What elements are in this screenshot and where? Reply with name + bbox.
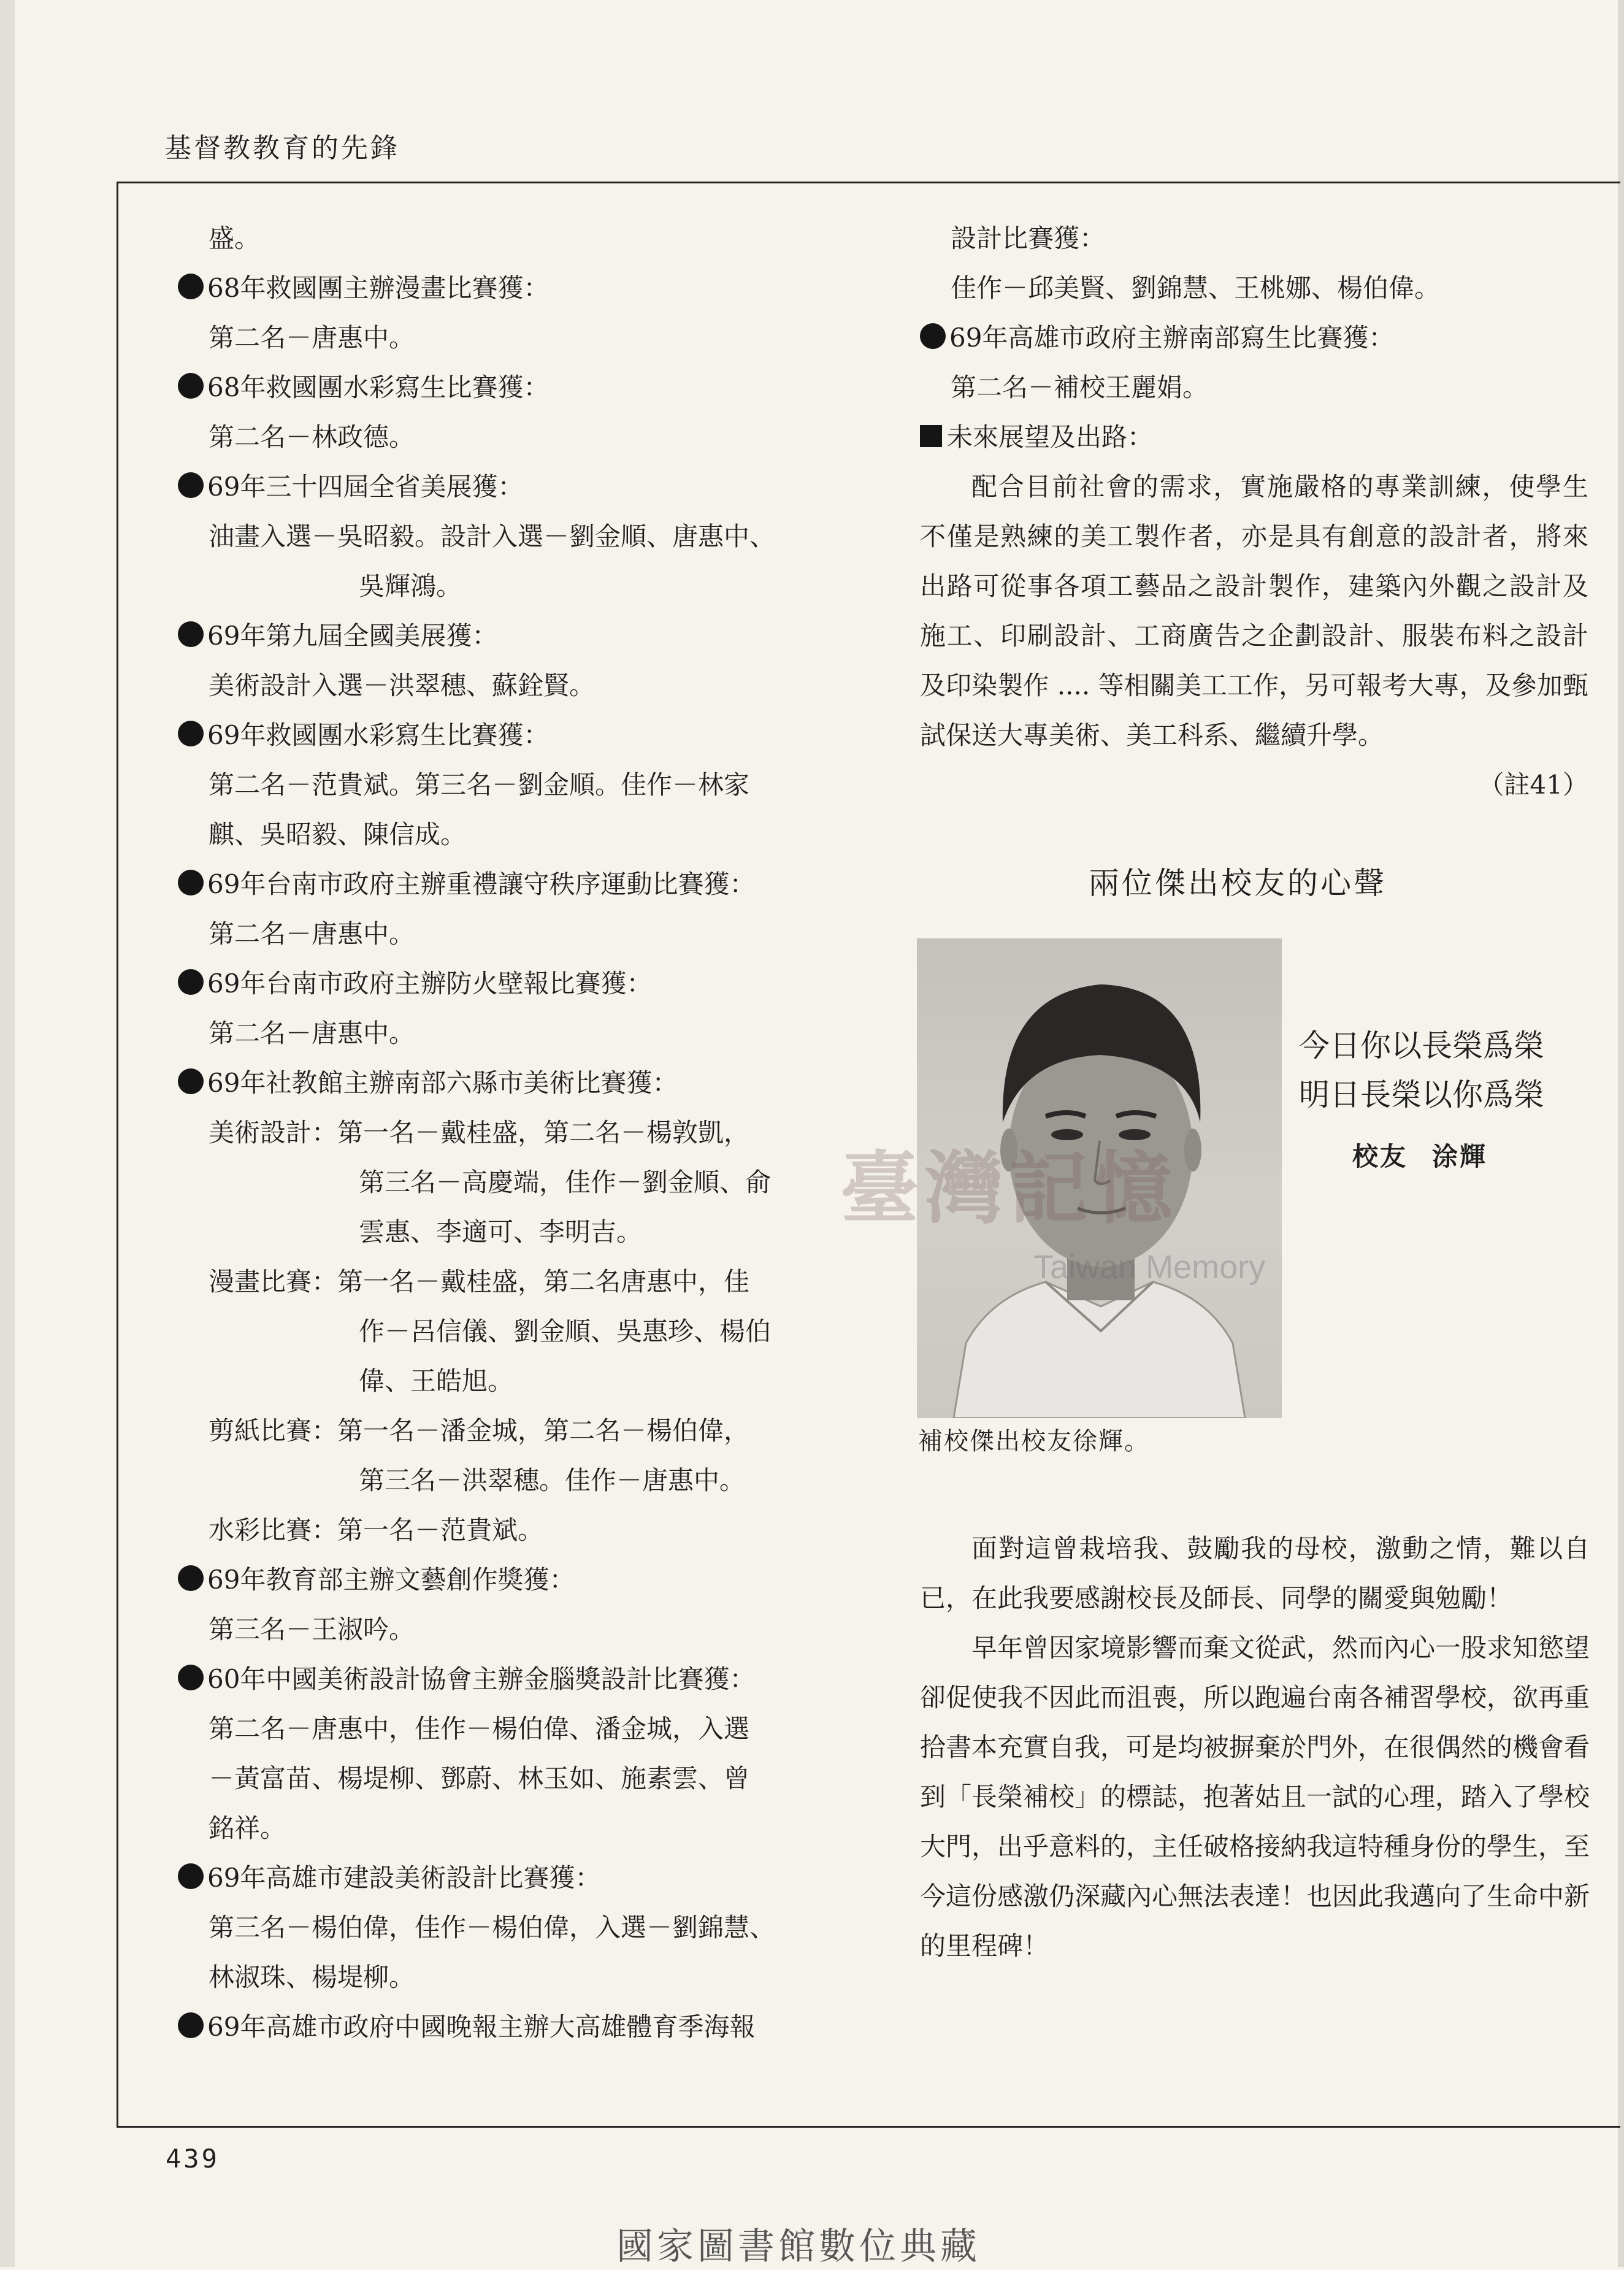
author-label: 校友: [1352, 1141, 1408, 1171]
text-line: 第三名－高慶端，佳作－劉金順、俞: [359, 1167, 772, 1197]
scan-right-edge: [1618, 0, 1624, 2267]
award-item: [178, 611, 852, 661]
bullet-icon: [178, 472, 204, 498]
text-line: 第三名－王淑吟。: [209, 1614, 415, 1644]
section-heading-text: 未來展望及出路：: [947, 422, 1154, 452]
frame-left-rule: [117, 182, 118, 2127]
award-heading: 69年三十四屆全省美展獲：: [207, 472, 524, 502]
alumnus-letter: [920, 1524, 1590, 1971]
author-name: 涂輝: [1432, 1141, 1488, 1171]
running-head: 基督教教育的先鋒: [164, 132, 400, 164]
text-line: 銘祥。: [209, 1813, 286, 1843]
bullet-icon: [178, 870, 204, 895]
text-line: －黃富苗、楊堤柳、鄧蔚、林玉如、施素雲、曾: [209, 1763, 750, 1793]
feature-quote: [1299, 1021, 1544, 1119]
text-line: 林淑珠、楊堤柳。: [209, 1962, 415, 1992]
award-item: [178, 1654, 852, 1704]
text-line: 第二名－范貴斌。第三名－劉金順。佳作－林家: [209, 770, 750, 800]
award-item: [178, 362, 852, 412]
text-line: 第二名－唐惠中。: [209, 919, 415, 949]
text-line: 設計比賽獲：: [951, 223, 1106, 253]
letter-paragraph: 早年曾因家境影響而棄文從武，然而內心一股求知慾望卻促使我不因此而沮喪，所以跑遍台南各補習學校，欲再重拾書本充實自我，可是均被摒棄於門外，在很偶然的機會看到「長榮補校」的標誌，抱著姑且一試的心理，踏入了學校大門，出乎意料的，主任破格接納我這特種身份的學生，至今這份感激仍深藏內心無法表達！也因此我邁向了生命中新的里程碑！: [920, 1633, 1590, 1961]
award-item: [178, 710, 852, 760]
bullet-icon: [178, 1863, 204, 1889]
left-column: [178, 213, 852, 2052]
bullet-icon: [920, 323, 946, 349]
award-item: [178, 2002, 852, 2052]
bullet-icon: [178, 969, 204, 995]
watermark-english: Taiwan Memory: [1033, 1249, 1266, 1286]
bullet-icon: [178, 621, 204, 647]
bullet-icon: [178, 274, 204, 299]
prospects-paragraph: 配合目前社會的需求，實施嚴格的專業訓練，使學生不僅是熟練的美工製作者，亦是具有創意的設計者，將來出路可從事各項工藝品之設計製作，建築內外觀之設計及施工、印刷設計、工商廣告之企劃設計、服裝布料之設計及印染製作 .... 等相關美工工作，另可報考大專，及參加甄試保送大專美術、美工科系、繼續升學。: [920, 472, 1588, 750]
text-line: 第二名－唐惠中，佳作－楊伯偉、潘金城，入選: [209, 1714, 750, 1744]
text-line: 水彩比賽：第一名－范貴斌。: [209, 1515, 544, 1545]
letter-paragraph: 面對這曾栽培我、鼓勵我的母校，激動之情，難以自已，在此我要感謝校長及師長、同學的關愛與勉勵！: [920, 1533, 1590, 1613]
quote-line: 今日你以長榮爲榮: [1299, 1028, 1544, 1064]
frame-top-rule: [117, 182, 1620, 183]
text-line: 美術設計：第一名－戴桂盛，第二名－楊敦凱，: [209, 1118, 750, 1148]
text-line: 第二名－唐惠中。: [209, 1018, 415, 1048]
text-line: 第二名－唐惠中。: [209, 323, 415, 353]
award-item: [178, 1853, 852, 1903]
award-heading: 69年教育部主辦文藝創作獎獲：: [207, 1565, 575, 1595]
bullet-icon: [178, 1068, 204, 1094]
award-heading: 68年救國團主辦漫畫比賽獲：: [207, 273, 550, 303]
award-item: [178, 859, 852, 909]
bullet-icon: [178, 721, 204, 746]
award-heading: 69年高雄市建設美術設計比賽獲：: [207, 1863, 601, 1893]
award-heading: 69年高雄市政府主辦南部寫生比賽獲：: [949, 323, 1395, 353]
library-footer-mark: 國家圖書館數位典藏: [616, 2225, 981, 2268]
award-item: [178, 959, 852, 1008]
frame-bottom-rule: [117, 2126, 1620, 2128]
award-heading: 60年中國美術設計協會主辦金腦獎設計比賽獲：: [207, 1664, 756, 1694]
page-number: 439: [166, 2144, 220, 2174]
scan-left-margin: [0, 0, 15, 2267]
square-bullet-icon: [920, 425, 942, 447]
text-line: 作－呂信儀、劉金順、吳惠珍、楊伯: [359, 1316, 772, 1346]
watermark-chinese: 臺灣記憶: [840, 1143, 1179, 1235]
bullet-icon: [178, 373, 204, 399]
text-line: 第三名－洪翠穗。佳作－唐惠中。: [359, 1465, 746, 1495]
award-heading: 69年社教館主辦南部六縣市美術比賽獲：: [207, 1068, 678, 1098]
text-line: 偉、王皓旭。: [359, 1366, 514, 1396]
bullet-icon: [178, 2012, 204, 2038]
award-item: [178, 1058, 852, 1108]
photo-caption: 補校傑出校友徐輝。: [918, 1427, 1150, 1455]
text-line: 雲惠、李適可、李明吉。: [359, 1217, 643, 1247]
bullet-icon: [178, 1565, 204, 1591]
award-heading: 69年高雄市政府中國晚報主辦大高雄體育季海報: [207, 2012, 756, 2042]
right-column: [920, 213, 1588, 810]
text-line: 美術設計入選－洪翠穗、蘇銓賢。: [209, 670, 596, 700]
text-line: 麒、吳昭毅、陳信成。: [209, 819, 467, 849]
text-line: 第二名－林政德。: [209, 422, 415, 452]
award-heading: 69年第九屆全國美展獲：: [207, 621, 498, 651]
alumnus-portrait-photo: [917, 938, 1282, 1418]
text-line: 第二名－補校王麗娟。: [951, 372, 1209, 402]
award-heading: 69年台南市政府主辦重禮讓守秩序運動比賽獲：: [207, 869, 756, 899]
text-line: 剪紙比賽：第一名－潘金城，第二名－楊伯偉，: [209, 1416, 750, 1446]
text-line: 佳作－邱美賢、劉錦慧、王桃娜、楊伯偉。: [951, 273, 1441, 303]
footnote-reference: （註41）: [1478, 770, 1588, 800]
award-item: [178, 263, 852, 313]
text-line: 吳輝鴻。: [359, 571, 462, 601]
award-item: [178, 1555, 852, 1605]
text-line: 第三名－楊伯偉，佳作－楊伯偉，入選－劉錦慧、: [209, 1912, 776, 1942]
text-line: 油畫入選－吳昭毅。設計入選－劉金順、唐惠中、: [209, 521, 776, 551]
feature-title: 兩位傑出校友的心聲: [1089, 865, 1387, 901]
text-line: 盛。: [209, 223, 261, 253]
award-item: [178, 462, 852, 512]
portrait-illustration: [917, 938, 1282, 1418]
quote-line: 明日長榮以你爲榮: [1299, 1077, 1544, 1113]
award-item: [920, 313, 1588, 362]
award-heading: 69年救國團水彩寫生比賽獲：: [207, 720, 550, 750]
award-heading: 68年救國團水彩寫生比賽獲：: [207, 372, 550, 402]
bullet-icon: [178, 1665, 204, 1690]
award-heading: 69年台南市政府主辦防火壁報比賽獲：: [207, 968, 653, 999]
section-heading: [920, 412, 1588, 462]
feature-author: [1352, 1137, 1487, 1173]
text-line: 漫畫比賽：第一名－戴桂盛，第二名唐惠中，佳: [209, 1267, 750, 1297]
